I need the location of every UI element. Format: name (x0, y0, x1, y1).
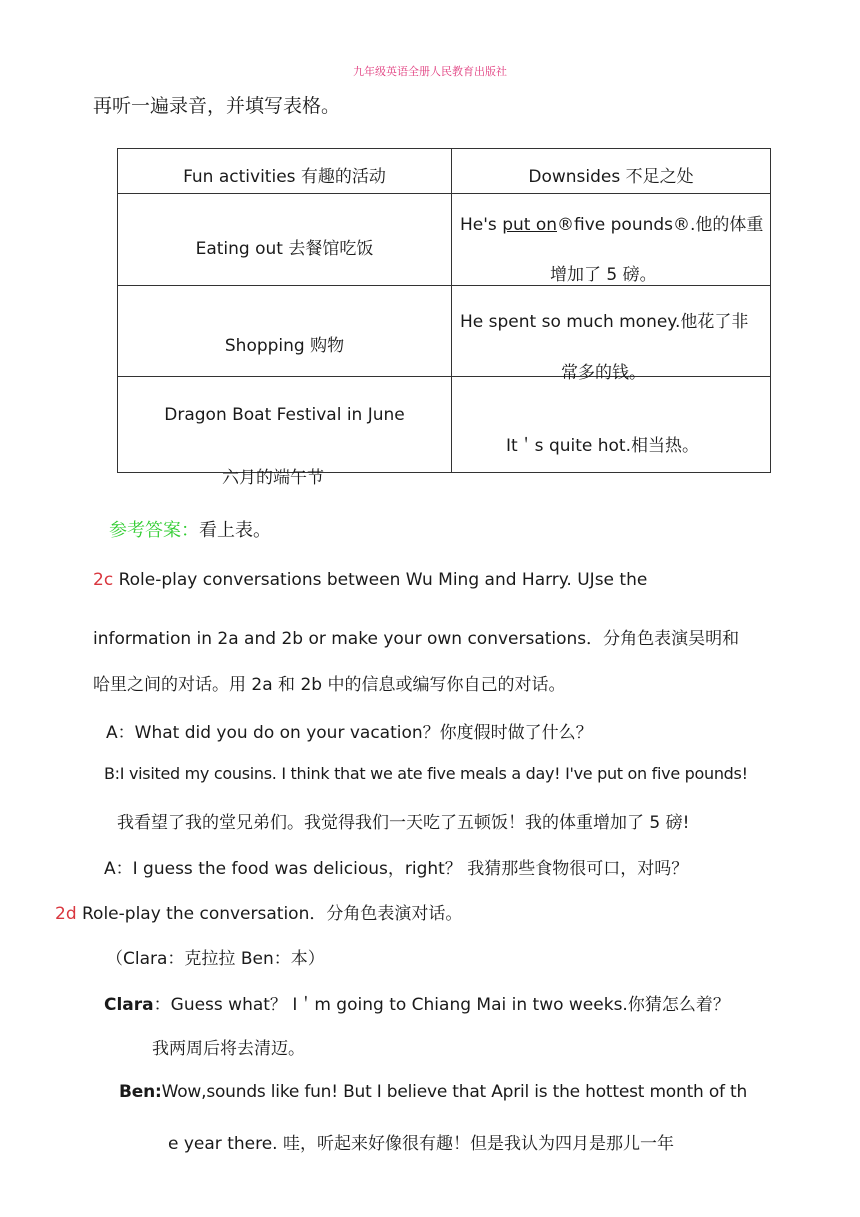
table-header-row (118, 149, 771, 194)
speaker-clara: Clara (104, 995, 154, 1015)
downside-text: It＇s quite hot.相当热。 (506, 436, 700, 456)
answer-label: 参考答案： (109, 520, 199, 541)
activity-text: Dragon Boat Festival in June (164, 405, 405, 425)
table-cell (118, 377, 452, 488)
instruction-text: 再听一遍录音，并填写表格。 (93, 95, 341, 117)
downside-text-line2: 常多的钱。 (561, 363, 646, 383)
section-2c-title-line3: 哈里之间的对话。用 2a 和 2b 中的信息或编写你自己的对话。 (93, 675, 566, 695)
cast-line: （Clara：克拉拉 Ben：本） (106, 949, 325, 969)
dialogue-line: 我看望了我的堂兄弟们。我觉得我们一天吃了五顿饭！我的体重增加了 5 磅! (117, 813, 690, 833)
answer-line (109, 516, 271, 542)
page-header: 九年级英语全册人民教育出版社 (353, 65, 507, 78)
activities-table (117, 148, 771, 488)
dialogue-line-clara (104, 990, 730, 1015)
table-cell (118, 286, 452, 377)
table-header-cell (452, 149, 771, 194)
section-2d-number: 2d (55, 904, 77, 924)
table-cell (118, 194, 452, 286)
section-2c-title (93, 570, 647, 590)
table-header-cell (118, 149, 452, 194)
section-2c-title-text: Role-play conversations between Wu Ming and Harry. UJse the (113, 570, 648, 590)
activity-text: Shopping 购物 (224, 336, 345, 356)
answer-text: 看上表。 (199, 520, 271, 541)
header-downsides: Downsides 不足之处 (528, 167, 694, 187)
ben-text: Wow,sounds like fun! But I believe that April is the hottest month of th (161, 1082, 748, 1102)
table-row (118, 377, 771, 473)
downside-text: He's put on®five pounds®.他的体重 (460, 215, 764, 235)
dialogue-line: A：What did you do on your vacation？你度假时做了什么？ (106, 723, 593, 743)
table-row (118, 286, 771, 377)
dialogue-line: B:I visited my cousins. I think that we ate five meals a day! I've put on five pounds! (104, 764, 748, 783)
downside-text-line2: 增加了 5 磅。 (550, 265, 657, 285)
table-cell (452, 286, 771, 383)
section-2c-title-line2: information in 2a and 2b or make your own conversations．分角色表演吴明和 (93, 629, 740, 649)
table-cell (452, 377, 771, 473)
table-cell (452, 194, 771, 286)
downside-text: He spent so much money.他花了非 (460, 312, 749, 332)
dialogue-line-ben (119, 1082, 747, 1102)
dialogue-line-clara-cont: 我两周后将去清迈。 (152, 1039, 305, 1059)
dialogue-line: A：I guess the food was delicious，right？ 我猜那些食物很可口，对吗？ (104, 859, 689, 879)
dialogue-line-ben-cont: e year there. 哇，听起来好像很有趣！但是我认为四月是那儿一年 (168, 1134, 674, 1154)
section-2d-title (55, 899, 462, 924)
section-2d-title-text: Role-play the conversation．分角色表演对话。 (76, 904, 463, 924)
activity-text-line2: 六月的端午节 (222, 468, 324, 488)
header-activities: Fun activities 有趣的活动 (183, 167, 386, 187)
clara-text: ：Guess what？ I＇m going to Chiang Mai in two weeks.你猜怎么着？ (153, 995, 730, 1015)
section-2c-number: 2c (93, 570, 114, 590)
table-row (118, 194, 771, 286)
speaker-ben: Ben: (119, 1082, 162, 1102)
activity-text: Eating out 去餐馆吃饭 (195, 239, 374, 259)
